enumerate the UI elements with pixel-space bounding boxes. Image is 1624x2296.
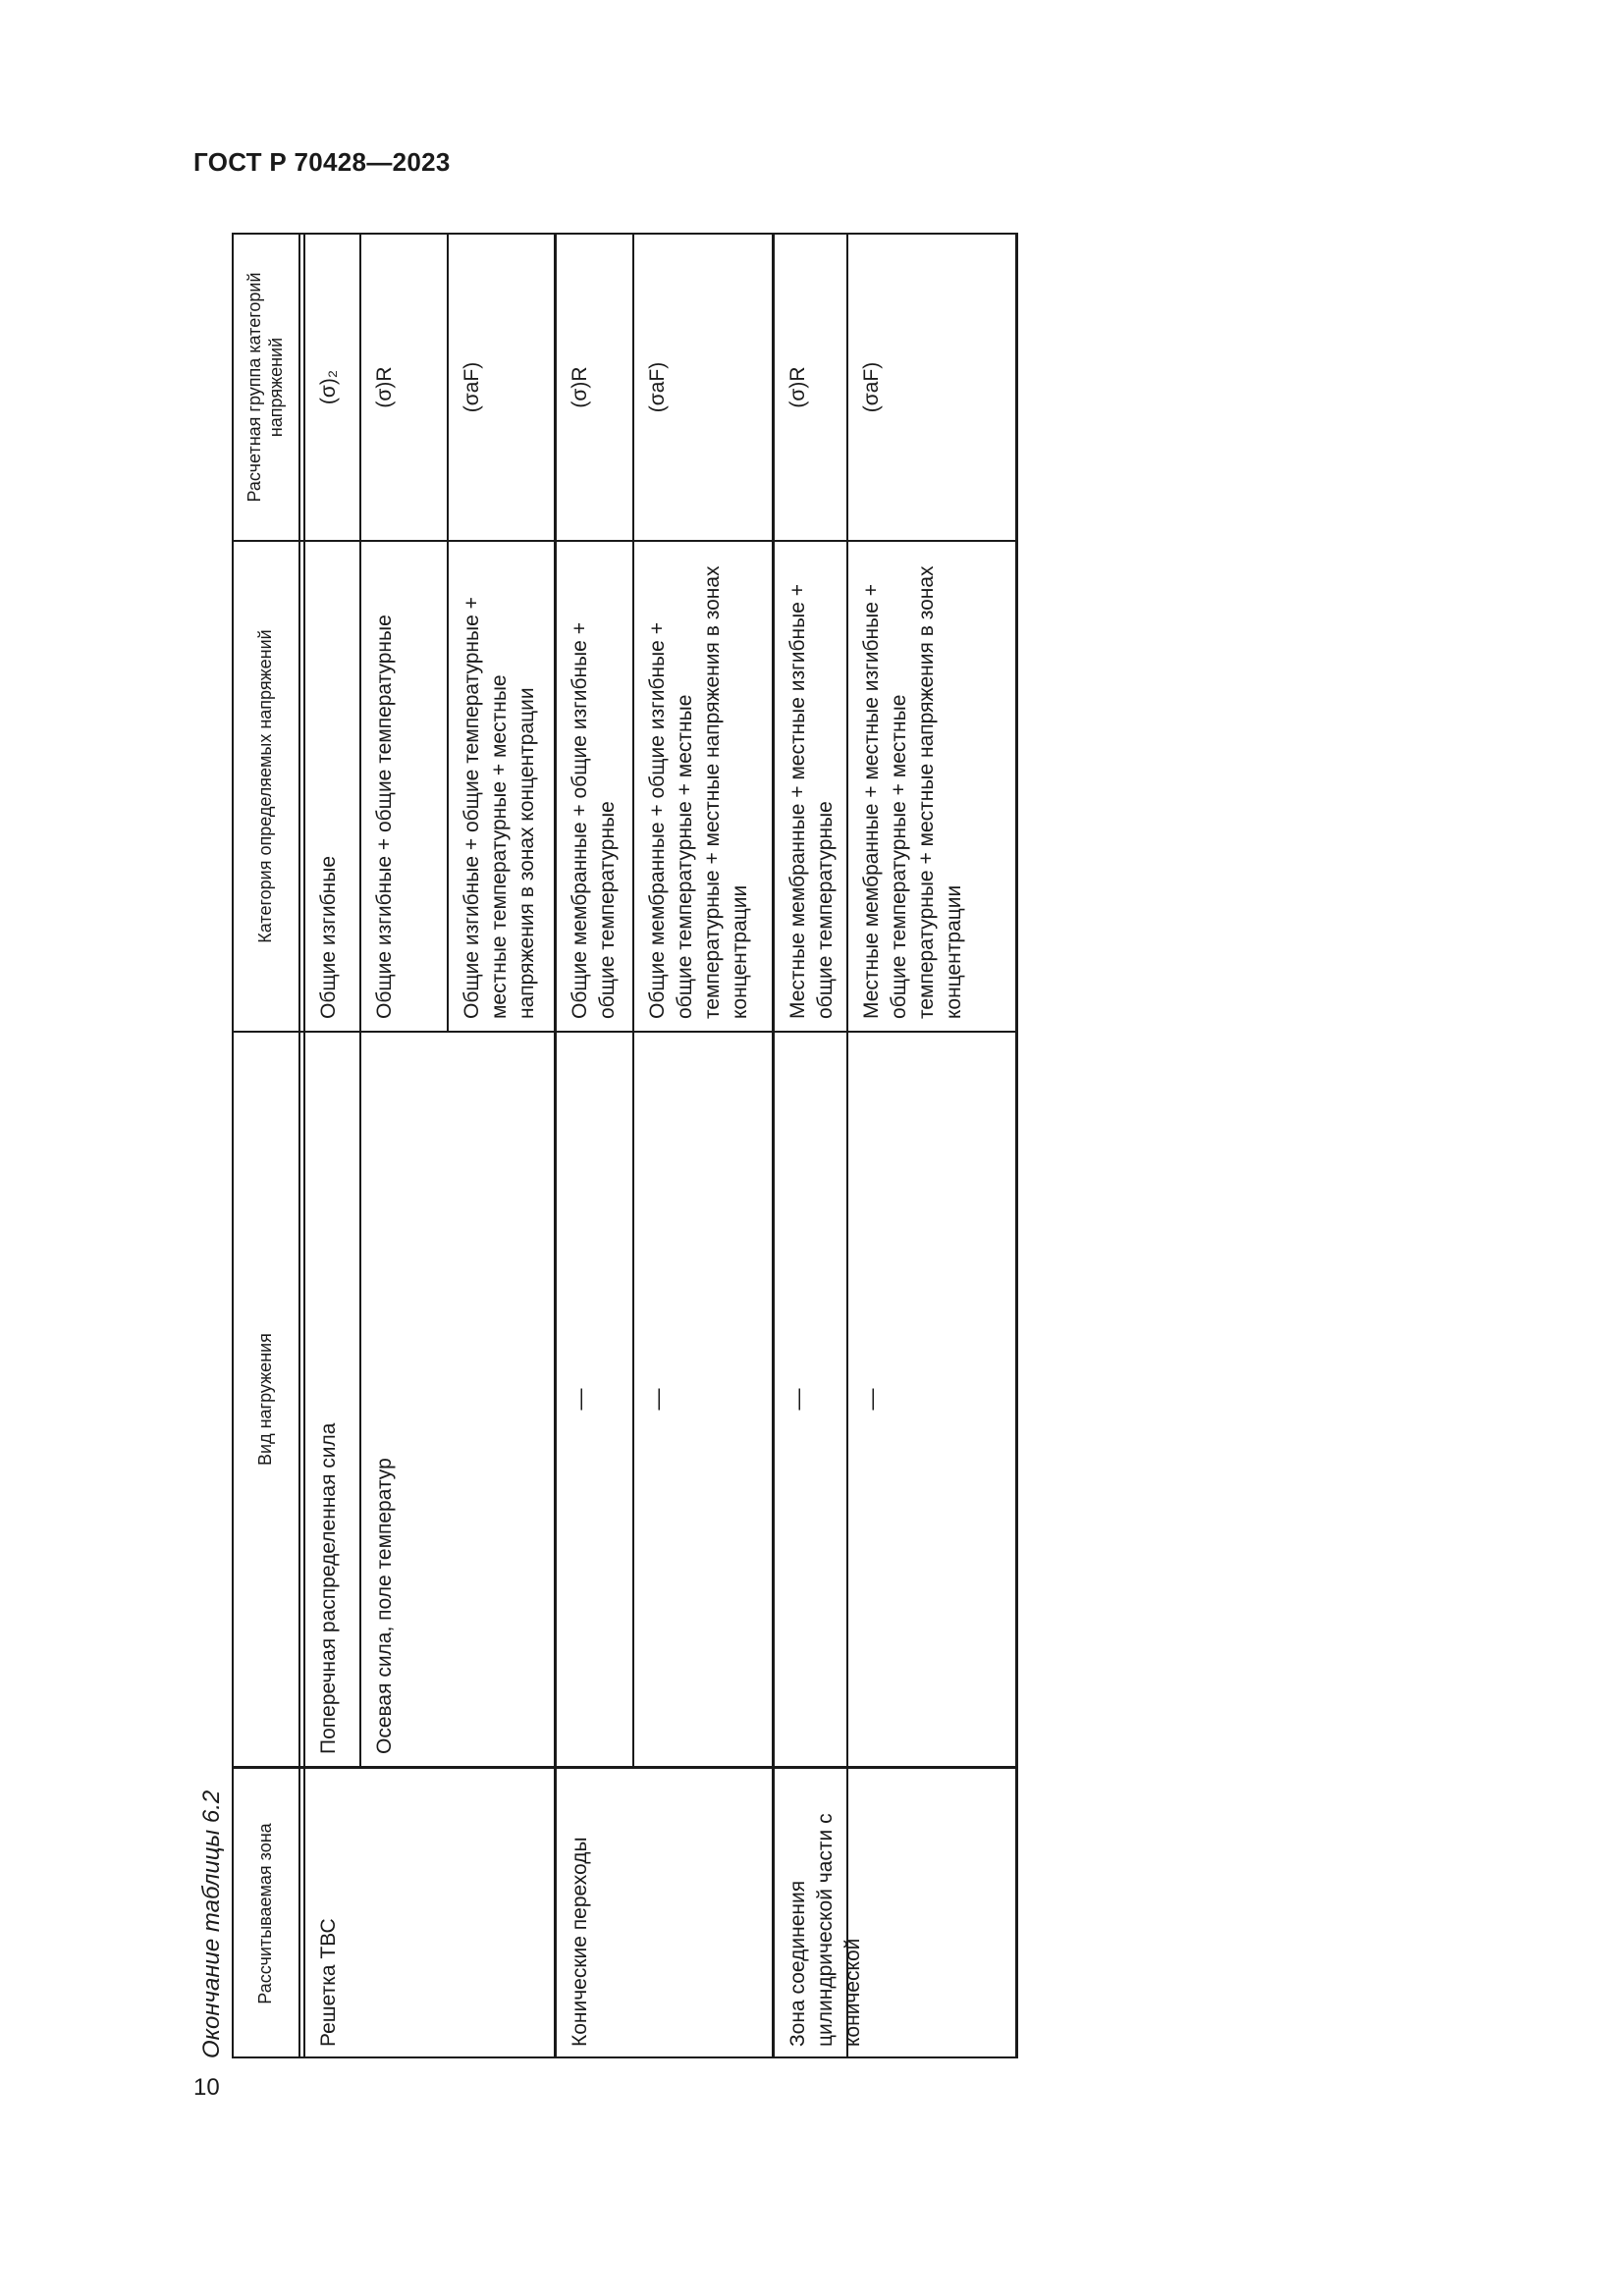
category-cell: Местные мембранные + местные изгибные + общие температурные [786, 583, 837, 1019]
group-cell: (σ)R [568, 366, 591, 408]
category-cell: Местные мембранные + местные изгибные + общие температурные + местные температурные + местные напряжения в зонах концентрации [860, 565, 965, 1019]
table-6-2 [232, 233, 1017, 2058]
group-cell: (σ)₂ [317, 369, 340, 405]
column-header-category: Категория определяемых напряжений [255, 629, 275, 943]
category-cell: Общие изгибные + общие температурные + местные температурные + местные напряжения в зонах концентрации [460, 597, 538, 1019]
group-cell: (σaF) [860, 361, 883, 413]
load-cell: — [568, 1388, 592, 1411]
column-header-zone: Рассчитываемая зона [255, 1823, 275, 2004]
table-border-bottom [1015, 233, 1018, 2058]
load-cell: Поперечная распределенная сила [317, 1422, 340, 1754]
category-cell: Общие мембранные + общие изгибные + общие температурные + местные температурные + местные напряжения в зонах концентрации [646, 565, 751, 1019]
category-cell: Общие мембранные + общие изгибные + общие температурные [568, 622, 619, 1019]
group-cell: (σ)R [786, 366, 809, 408]
rotated-table-block [192, 233, 1017, 2058]
group-cell: (σ)R [373, 366, 396, 408]
zone-cell: Конические переходы [568, 1837, 591, 2047]
page-number: 10 [193, 2074, 220, 2101]
group-cell: (σaF) [460, 361, 483, 413]
group-cell: (σaF) [646, 361, 669, 413]
header-divider [298, 233, 300, 2058]
zone-cell: Зона соединения цилиндрической части с конической [786, 1813, 864, 2047]
load-cell: — [785, 1388, 810, 1411]
table-caption: Окончание таблицы 6.2 [198, 1789, 225, 2058]
category-cell: Общие изгибные [317, 855, 340, 1019]
category-cell: Общие изгибные + общие температурные [373, 614, 396, 1019]
load-cell: Осевая сила, поле температур [373, 1458, 396, 1754]
document-code: ГОСТ Р 70428—2023 [193, 147, 451, 177]
load-cell: — [645, 1388, 670, 1411]
column-header-load: Вид нагружения [255, 1333, 275, 1466]
load-cell: — [859, 1388, 884, 1411]
zone-cell: Решетка ТВС [317, 1918, 340, 2047]
column-header-group: Расчетная группа категорий напряжений [244, 272, 286, 503]
